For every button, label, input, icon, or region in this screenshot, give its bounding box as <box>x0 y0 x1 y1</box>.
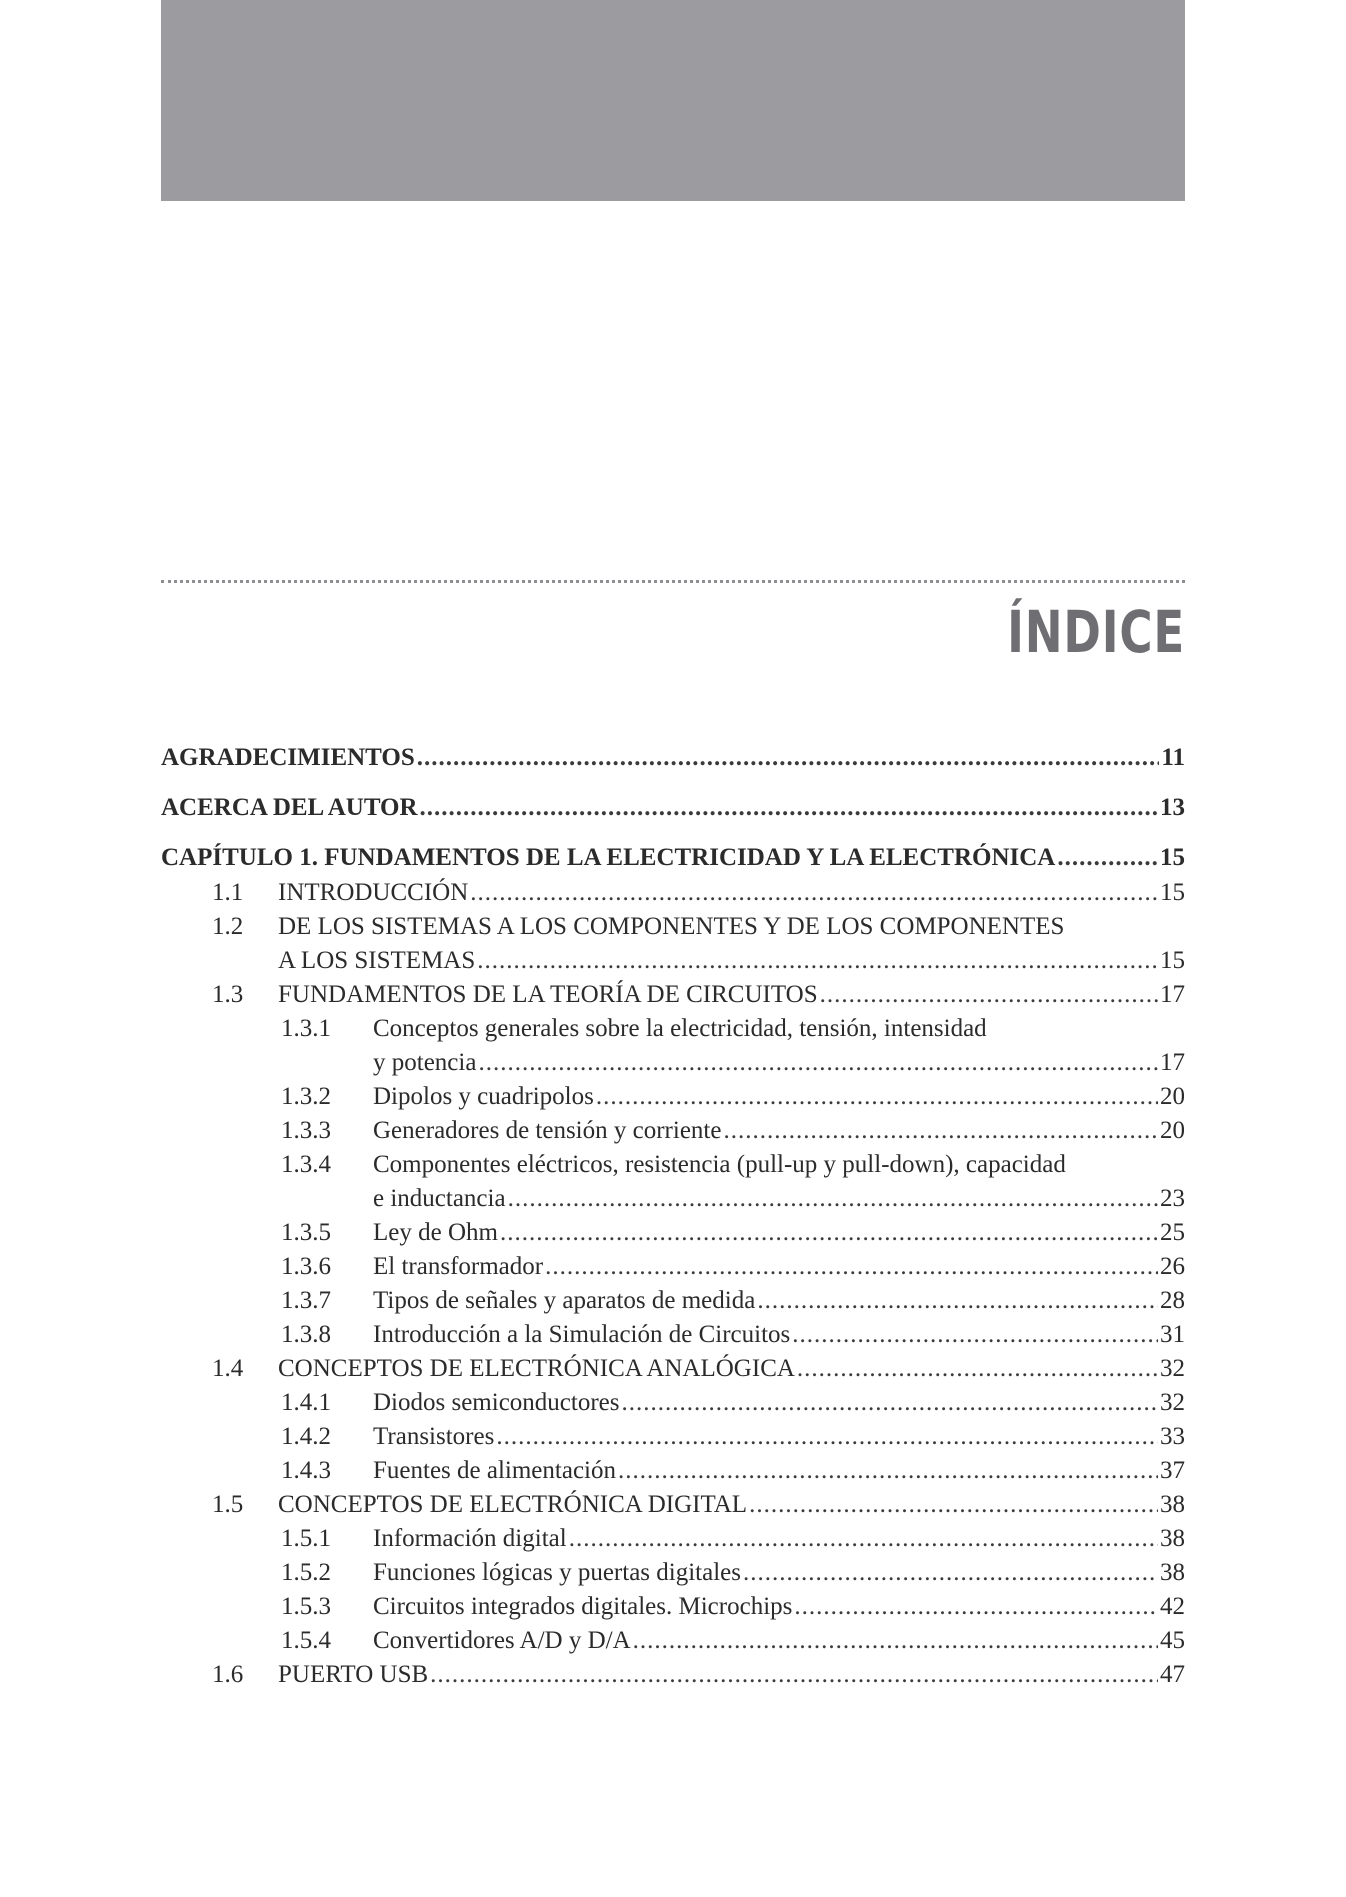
toc-entry[interactable] <box>161 1148 1185 1182</box>
toc-entry-number: 1.6 <box>212 1661 244 1688</box>
toc-entry-continuation[interactable] <box>161 944 1185 978</box>
toc-entry-title: AGRADECIMIENTOS <box>161 744 415 771</box>
toc-entry-page: 11 <box>1161 744 1185 771</box>
toc-entry-page: 38 <box>1160 1491 1185 1518</box>
toc-entry-title: CONCEPTOS DE ELECTRÓNICA ANALÓGICA <box>278 1355 795 1382</box>
toc-entry-page: 25 <box>1160 1219 1185 1246</box>
toc-entry-page: 17 <box>1160 981 1185 1008</box>
toc-entry-page: 28 <box>1160 1287 1185 1314</box>
toc-entry-number: 1.5.1 <box>281 1525 331 1552</box>
dot-leader <box>797 1352 1158 1386</box>
toc-entry-title: Funciones lógicas y puertas digitales <box>373 1559 741 1586</box>
dot-leader <box>508 1182 1158 1216</box>
toc-entry-title: Generadores de tensión y corriente <box>373 1117 722 1144</box>
toc-entry-number: 1.3.8 <box>281 1321 331 1348</box>
toc-entry[interactable] <box>161 1590 1185 1624</box>
toc-entry[interactable] <box>161 876 1185 910</box>
toc-entry-page: 32 <box>1160 1355 1185 1382</box>
dot-leader <box>633 1624 1158 1658</box>
page-title: ÍNDICE <box>1007 598 1185 666</box>
toc-entry[interactable] <box>161 1114 1185 1148</box>
toc-entry-title: Conceptos generales sobre la electricidad, tensión, intensidad <box>373 1015 987 1042</box>
toc-entry-number: 1.4.1 <box>281 1389 331 1416</box>
toc-entry-page: 37 <box>1160 1457 1185 1484</box>
dot-leader <box>618 1454 1158 1488</box>
dot-leader <box>500 1216 1158 1250</box>
toc-entry-page: 47 <box>1160 1661 1185 1688</box>
toc-entry-number: 1.2 <box>212 913 244 940</box>
table-of-contents <box>161 740 1185 1692</box>
toc-entry-page: 42 <box>1160 1593 1185 1620</box>
dot-leader <box>420 790 1158 826</box>
dot-leader <box>430 1658 1158 1692</box>
toc-entry[interactable] <box>161 1624 1185 1658</box>
toc-entry-page: 23 <box>1160 1185 1185 1212</box>
toc-entry[interactable] <box>161 1488 1185 1522</box>
toc-entry[interactable] <box>161 1216 1185 1250</box>
toc-entry-title: Información digital <box>373 1525 567 1552</box>
toc-entry-number: 1.3.6 <box>281 1253 331 1280</box>
toc-entry-title: Tipos de señales y aparatos de medida <box>373 1287 756 1314</box>
dot-leader <box>478 1046 1158 1080</box>
toc-entry-number: 1.3.1 <box>281 1015 331 1042</box>
toc-entry-page: 15 <box>1160 947 1185 974</box>
toc-entry-number: 1.4.3 <box>281 1457 331 1484</box>
toc-entry[interactable] <box>161 1658 1185 1692</box>
toc-entry-number: 1.5 <box>212 1491 244 1518</box>
toc-entry[interactable] <box>161 790 1185 826</box>
toc-entry-page: 31 <box>1160 1321 1185 1348</box>
dot-leader <box>792 1318 1158 1352</box>
toc-entry-title: Ley de Ohm <box>373 1219 498 1246</box>
toc-entry[interactable] <box>161 1318 1185 1352</box>
toc-entry[interactable] <box>161 1352 1185 1386</box>
toc-entry-continuation[interactable] <box>161 1182 1185 1216</box>
header-band <box>161 0 1185 201</box>
toc-entry-number: 1.3.2 <box>281 1083 331 1110</box>
toc-entry-title: DE LOS SISTEMAS A LOS COMPONENTES Y DE LOS COMPONENTES <box>278 913 1065 940</box>
toc-entry-title: Convertidores A/D y D/A <box>373 1627 631 1654</box>
dot-leader <box>743 1556 1158 1590</box>
toc-entry[interactable] <box>161 740 1185 776</box>
dot-leader <box>496 1420 1158 1454</box>
toc-entry-number: 1.5.4 <box>281 1627 331 1654</box>
dot-leader <box>723 1114 1158 1148</box>
toc-entry-title: Introducción a la Simulación de Circuitos <box>373 1321 791 1348</box>
toc-entry-number: 1.3 <box>212 981 244 1008</box>
toc-entry-page: 45 <box>1160 1627 1185 1654</box>
toc-entry[interactable] <box>161 1012 1185 1046</box>
toc-entry-title: CONCEPTOS DE ELECTRÓNICA DIGITAL <box>278 1491 748 1518</box>
toc-entry-page: 32 <box>1160 1389 1185 1416</box>
toc-entry-title: ACERCA DEL AUTOR <box>161 794 418 821</box>
toc-entry-page: 15 <box>1160 879 1185 906</box>
toc-entry-title: Diodos semiconductores <box>373 1389 620 1416</box>
toc-entry-number: 1.4 <box>212 1355 244 1382</box>
toc-entry-number: 1.3.4 <box>281 1151 331 1178</box>
toc-entry-title: Componentes eléctricos, resistencia (pull-up y pull-down), capacidad <box>373 1151 1066 1178</box>
toc-entry[interactable] <box>161 1284 1185 1318</box>
toc-entry-title: El transformador <box>373 1253 544 1280</box>
dot-leader <box>470 876 1158 910</box>
toc-entry-number: 1.5.2 <box>281 1559 331 1586</box>
toc-entry-title-continued: e inductancia <box>373 1185 506 1212</box>
toc-entry-page: 15 <box>1160 844 1185 871</box>
toc-entry-page: 17 <box>1160 1049 1185 1076</box>
toc-entry-number: 1.3.5 <box>281 1219 331 1246</box>
dot-leader <box>621 1386 1158 1420</box>
toc-entry-title: Transistores <box>373 1423 495 1450</box>
toc-entry[interactable] <box>161 978 1185 1012</box>
toc-entry-title: Dipolos y cuadripolos <box>373 1083 594 1110</box>
dot-leader <box>477 944 1158 978</box>
dotted-divider <box>161 580 1185 583</box>
toc-entry-title: Fuentes de alimentación <box>373 1457 616 1484</box>
toc-entry-page: 38 <box>1160 1525 1185 1552</box>
toc-entry-title-continued: A LOS SISTEMAS <box>278 947 476 974</box>
toc-entry[interactable] <box>161 1250 1185 1284</box>
toc-entry[interactable] <box>161 910 1185 944</box>
dot-leader <box>749 1488 1158 1522</box>
toc-entry[interactable] <box>161 1420 1185 1454</box>
toc-entry[interactable] <box>161 1522 1185 1556</box>
toc-entry-number: 1.1 <box>212 879 244 906</box>
toc-entry-title-continued: y potencia <box>373 1049 477 1076</box>
toc-entry-number: 1.5.3 <box>281 1593 331 1620</box>
dot-leader <box>820 978 1158 1012</box>
toc-entry-page: 38 <box>1160 1559 1185 1586</box>
toc-entry-title: PUERTO USB <box>278 1661 429 1688</box>
toc-entry-title: INTRODUCCIÓN <box>278 879 469 906</box>
toc-entry-page: 26 <box>1160 1253 1185 1280</box>
dot-leader <box>794 1590 1158 1624</box>
toc-entry-number: 1.4.2 <box>281 1423 331 1450</box>
toc-entry[interactable] <box>161 1556 1185 1590</box>
toc-entry[interactable] <box>161 840 1185 876</box>
dot-leader <box>569 1522 1158 1556</box>
toc-entry-number: 1.3.7 <box>281 1287 331 1314</box>
dot-leader <box>545 1250 1158 1284</box>
toc-entry-page: 13 <box>1160 794 1185 821</box>
dot-leader <box>596 1080 1158 1114</box>
toc-entry-title: FUNDAMENTOS DE LA TEORÍA DE CIRCUITOS <box>278 981 818 1008</box>
dot-leader <box>1057 840 1158 876</box>
dot-leader <box>757 1284 1158 1318</box>
toc-entry[interactable] <box>161 1080 1185 1114</box>
toc-entry-page: 33 <box>1160 1423 1185 1450</box>
toc-entry[interactable] <box>161 1386 1185 1420</box>
toc-entry-number: 1.3.3 <box>281 1117 331 1144</box>
toc-entry-continuation[interactable] <box>161 1046 1185 1080</box>
dot-leader <box>417 740 1160 776</box>
toc-entry[interactable] <box>161 1454 1185 1488</box>
toc-entry-title: Circuitos integrados digitales. Microchips <box>373 1593 793 1620</box>
toc-entry-page: 20 <box>1160 1083 1185 1110</box>
toc-entry-title: CAPÍTULO 1. FUNDAMENTOS DE LA ELECTRICIDAD Y LA ELECTRÓNICA <box>161 844 1056 871</box>
toc-entry-page: 20 <box>1160 1117 1185 1144</box>
